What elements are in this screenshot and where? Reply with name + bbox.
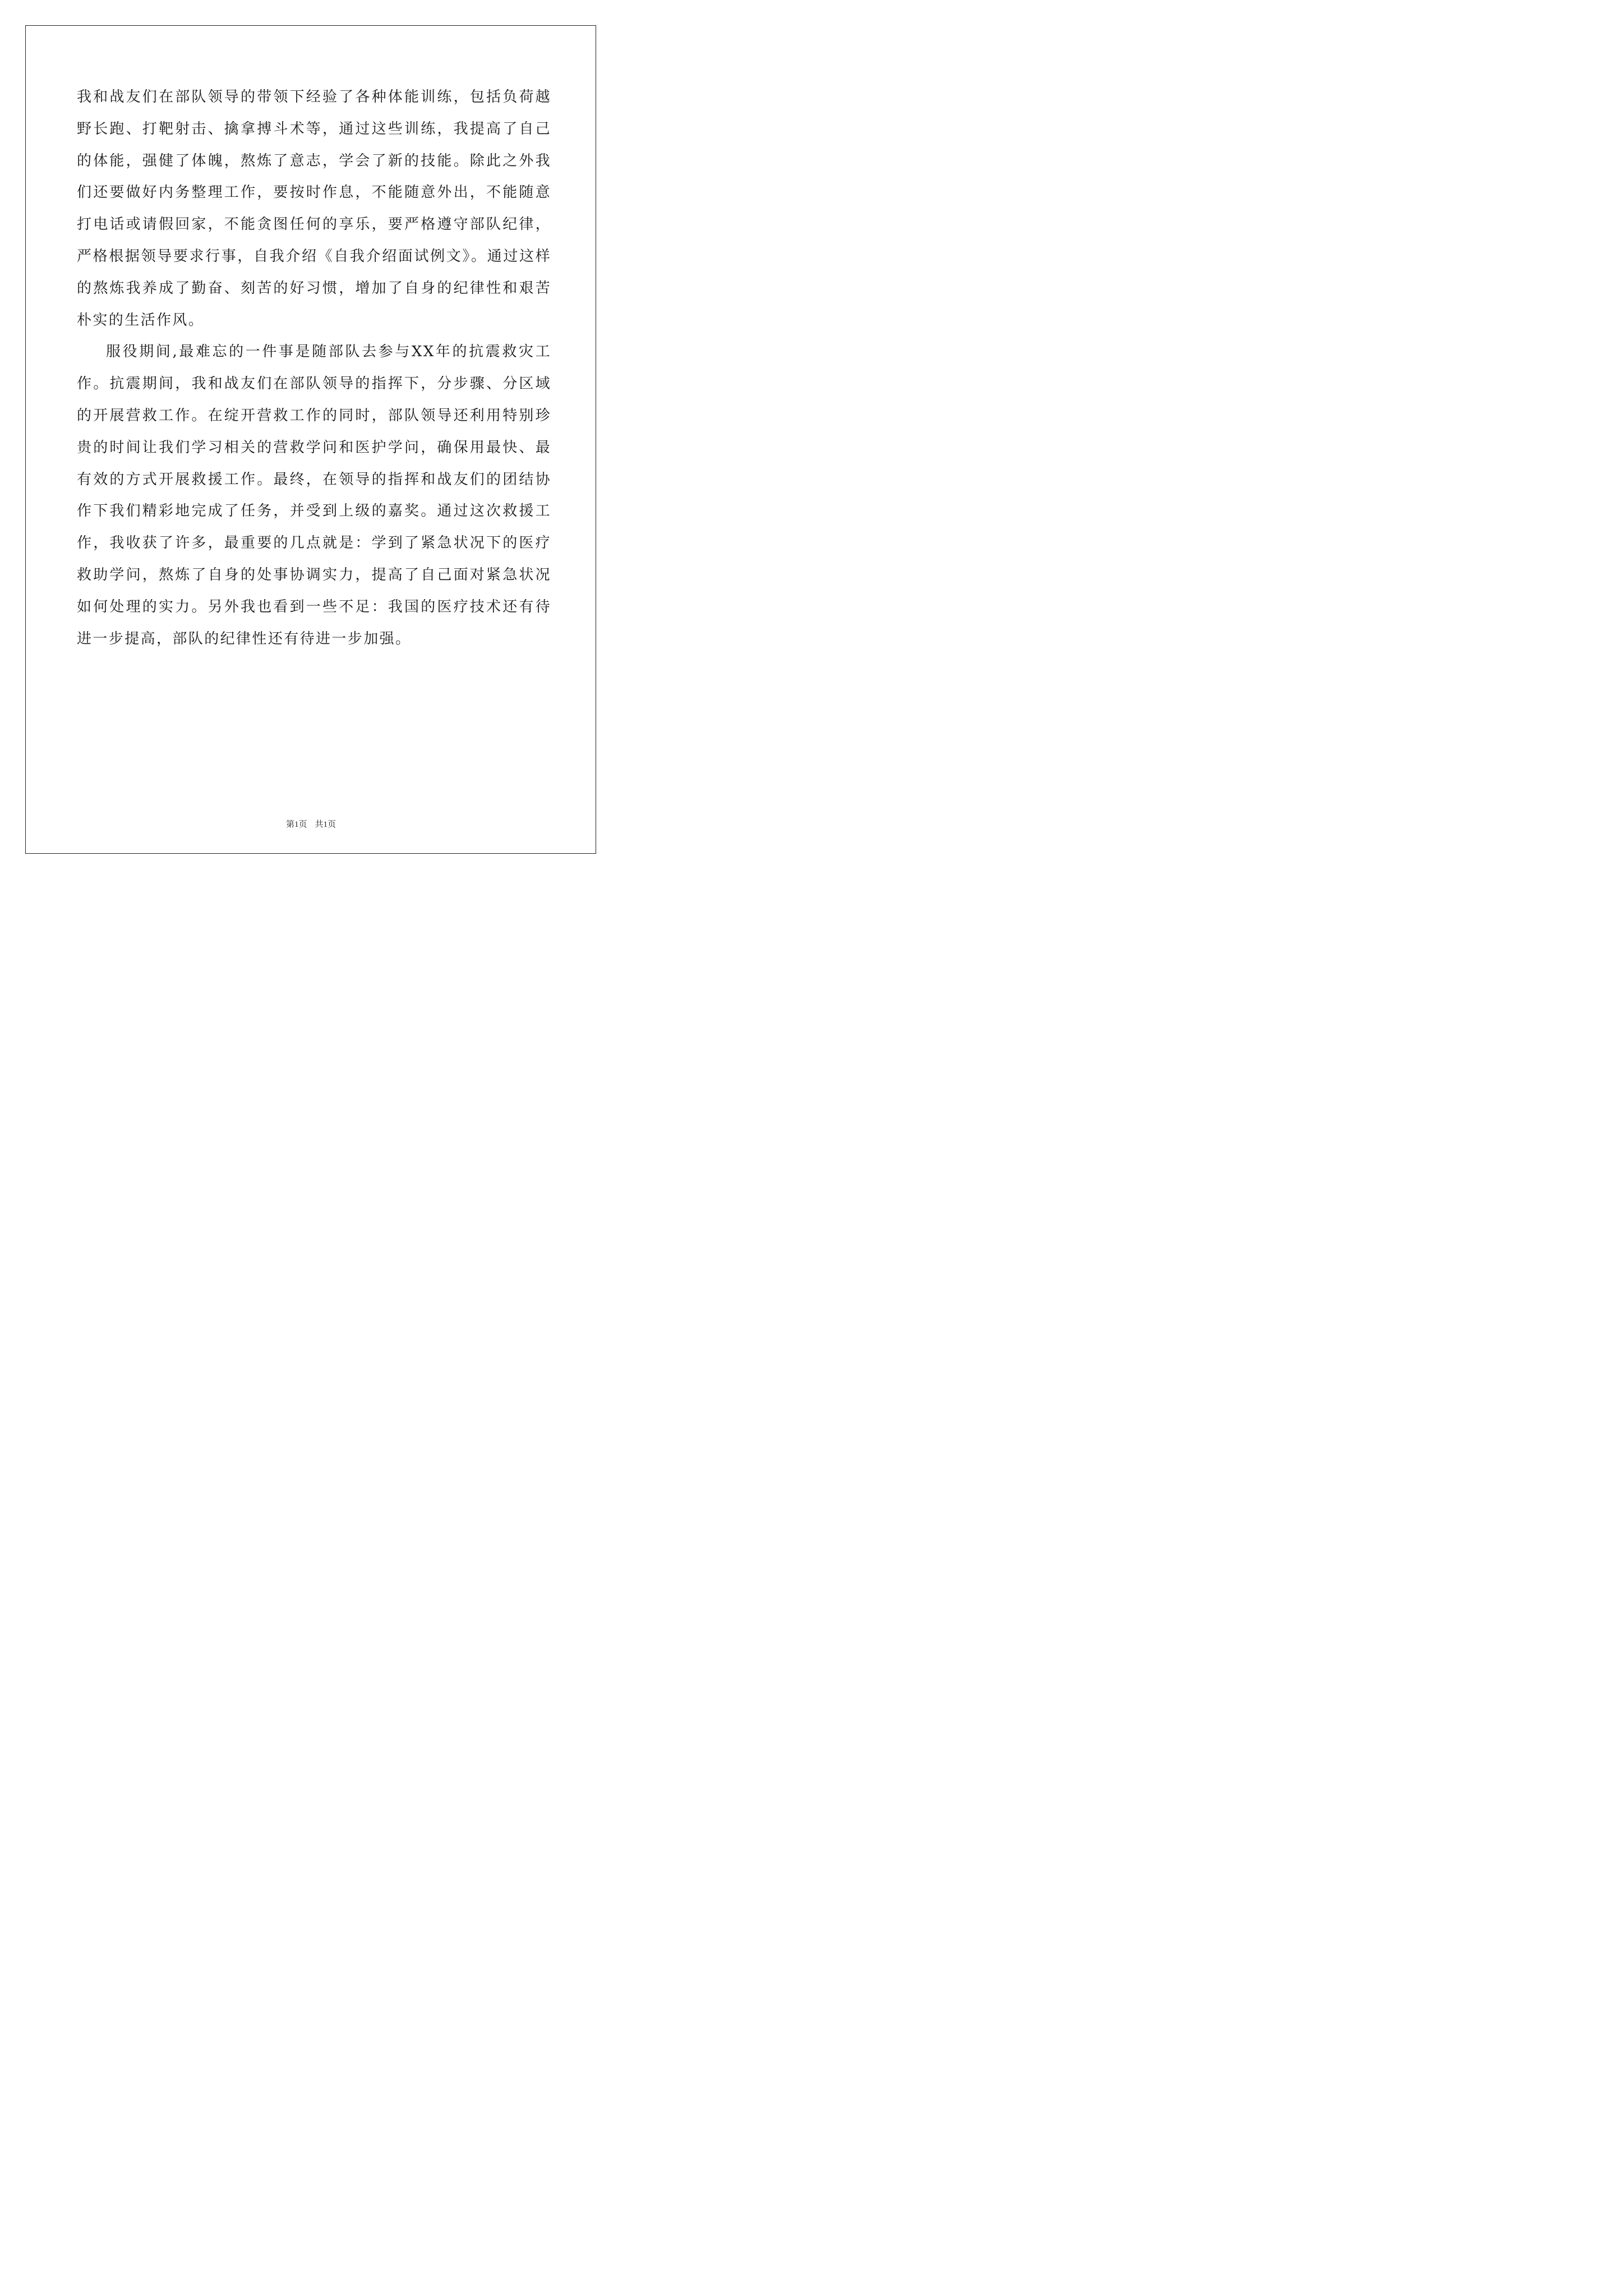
page-total: 共1页 [315,820,336,829]
paragraph-2: 服役期间,最难忘的一件事是随部队去参与XX年的抗震救灾工作。抗震期间，我和战友们在部队领导的指挥下，分步骤、分区域的开展营救工作。在绽开营救工作的同时，部队领导还利用特别珍贵的时间让我们学习相关的营救学问和医护学问，确保用最快、最有效的方式开展救援工作。最终，在领导的指挥和战友们的团结协作下我们精彩地完成了任务，并受到上级的嘉奖。通过这次救援工作，我收获了许多，最重要的几点就是：学到了紧急状况下的医疗救助学问，熬炼了自身的处事协调实力，提高了自己面对紧急状况如何处理的实力。另外我也看到一些不足：我国的医疗技术还有待进一步提高，部队的纪律性还有待进一步加强。 [77,343,551,647]
page-footer [0,818,622,830]
page-number: 第1页 [285,820,307,829]
paragraph-1: 我和战友们在部队领导的带领下经验了各种体能训练，包括负荷越野长跑、打靶射击、擒拿搏斗术等，通过这些训练，我提高了自己的体能，强健了体魄，熬炼了意志，学会了新的技能。除此之外我们还要做好内务整理工作，要按时作息，不能随意外出，不能随意打电话或请假回家，不能贪图任何的享乐，要严格遵守部队纪律，严格根据领导要求行事，自我介绍《自我介绍面试例文》。通过这样的熬炼我养成了勤奋、刻苦的好习惯，增加了自身的纪律性和艰苦朴实的生活作风。 [77,89,551,329]
document-body [77,81,551,655]
